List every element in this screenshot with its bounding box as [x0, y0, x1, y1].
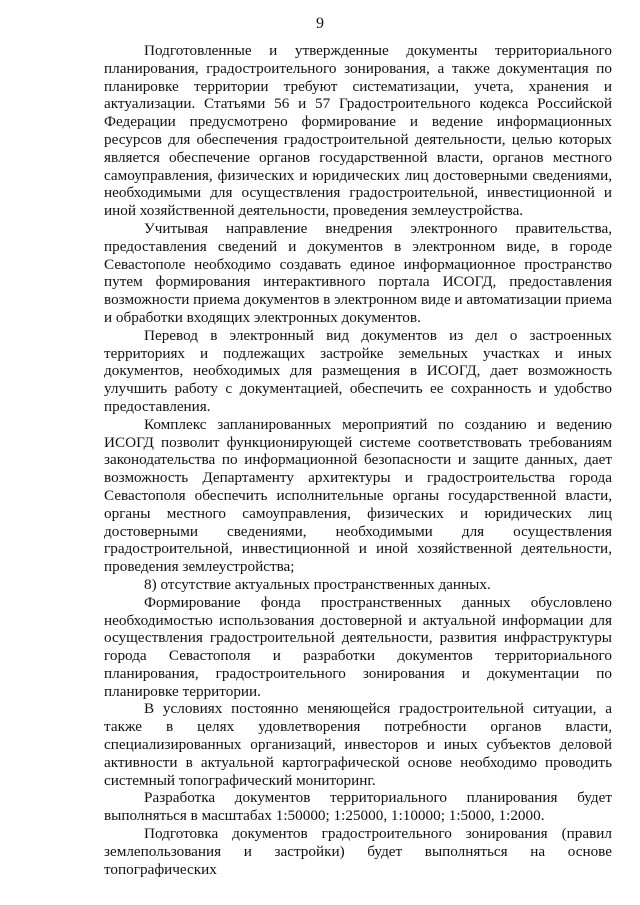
- paragraph-e-government: Учитывая направление внедрения электронного правительства, предоставления сведений и документов в электронном виде, в городе Севастополе необходимо создавать единое информационное пространство путем формирования интерактивного портала ИСОГД, предоставления возможности приема документов в электронном виде и автоматизации приема и обработки входящих электронных документов.: [104, 219, 612, 326]
- paragraph-scales: Разработка документов территориального планирования будет выполняться в масштабах 1:50000; 1:25000, 1:10000; 1:5000, 1:2000.: [104, 789, 612, 825]
- paragraph-isogd-systematization: Подготовленные и утвержденные документы территориального планирования, градостроительного зонирования, а также документация по планировке территории требуют систематизации, учета, хранения и актуализации. Статьями 56 и 57 Градостроительного кодекса Российской Федерации предусмотрено формирование и ведение информационных ресурсов для обеспечения градостроительной деятельности, целью которых является обеспечение органов государственной власти, органов местного самоуправления, физических и юридических лиц достоверными сведениями, необходимыми для осуществления градостроительной, инвестиционной и иной хозяйственной деятельности, проведения землеустройства.: [104, 42, 612, 220]
- paragraph-planned-measures: Комплекс запланированных мероприятий по созданию и ведению ИСОГД позволит функционирующей системе соответствовать требованиям законодательства по информационной безопасности и защите данных, дает возможность Департаменту архитектуры и градостроительства города Севастополя обеспечить исполнительные органы государственной власти, органы местного самоуправления, физических и юридических лиц достоверными сведениями, необходимыми для осуществления градостроительной, инвестиционной и иной хозяйственной деятельности, проведения землеустройства;: [104, 415, 612, 576]
- paragraph-list-item-8: 8) отсутствие актуальных пространственных данных.: [144, 575, 491, 593]
- paragraph-digitization: Перевод в электронный вид документов из дел о застроенных территориях и подлежащих застройке земельных участках и иных документов, необходимых для размещения в ИСОГД, дает возможность улучшить работу с документацией, обеспечить ее сохранность и удобство предоставления.: [104, 326, 612, 415]
- paragraph-zoning-documents: Подготовка документов градостроительного зонирования (правил землепользования и застройки) будет выполняться на основе топографических: [104, 825, 612, 878]
- paragraph-spatial-data-fund: Формирование фонда пространственных данных обусловлено необходимостью использования достоверной и актуальной информации для осуществления градостроительной деятельности, развития инфраструктуры города Севастополя и разработки документов территориального планирования, градостроительного зонирования и документации по планировке территории.: [104, 593, 612, 700]
- page-number: 9: [316, 15, 324, 32]
- paragraph-topographic-monitoring: В условиях постоянно меняющейся градостроительной ситуации, а также в целях удовлетворения потребности органов власти, специализированных организаций, инвесторов и иных субъектов деловой активности в актуальной картографической основе необходимо проводить системный топографический мониторинг.: [104, 700, 612, 789]
- document-body: [104, 42, 612, 878]
